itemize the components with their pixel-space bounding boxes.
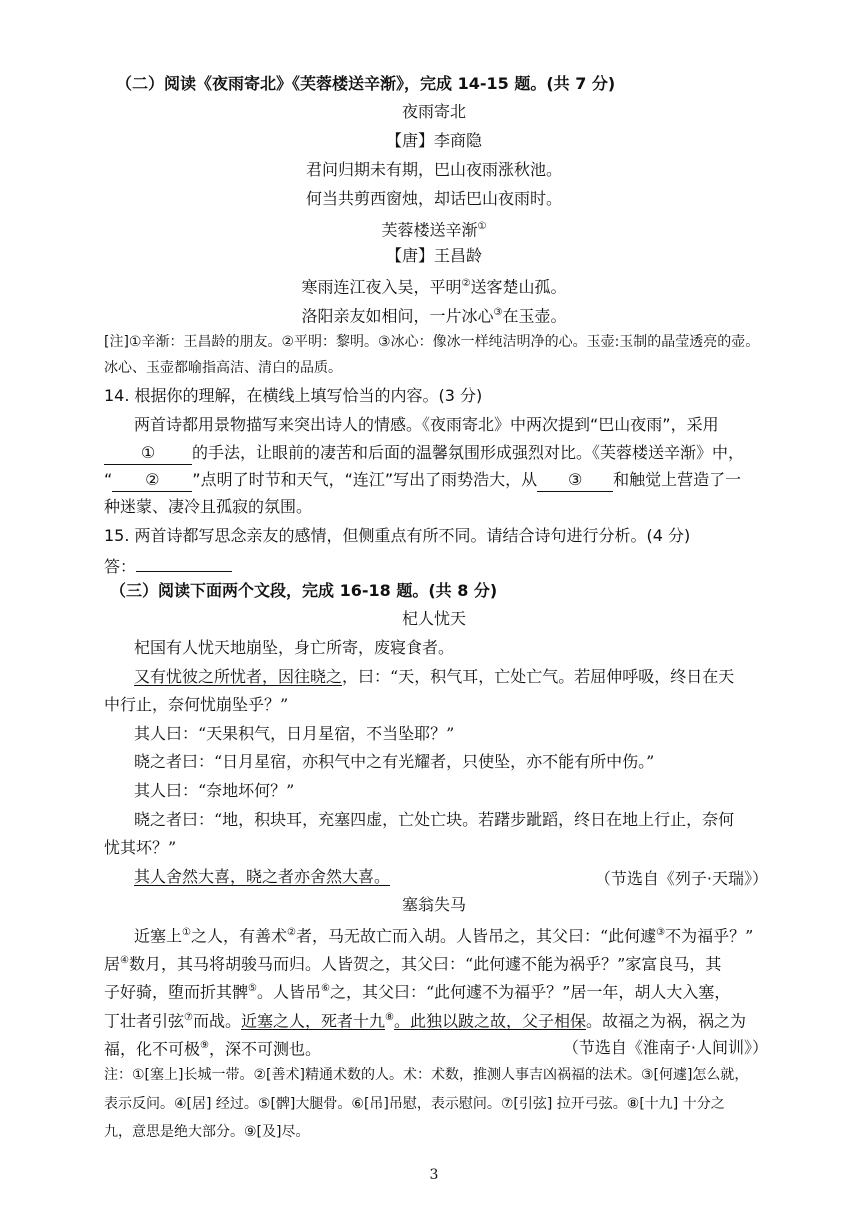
t2-l5a: 福，化不可极: [104, 1039, 201, 1059]
poem2-line2: [0, 302, 868, 327]
poem2-title-text: 芙蓉楼送辛渐: [381, 220, 478, 240]
answer-blank-2[interactable]: ②: [112, 469, 192, 492]
poem2-line1-a: 寒雨连江夜入吴，平明: [301, 277, 462, 297]
text2-note-line1: 注：①[塞上]长城一带。②[善术]精通术数的人。术：术数，推测人事吉凶祸福的法术。③[何遽]怎么就，: [104, 1067, 749, 1083]
text2-line4: [104, 1007, 746, 1032]
question-14-p5: 种迷蒙、凄冷且孤寂的氛围。: [104, 497, 313, 516]
section3-heading: （三）阅读下面两个文段，完成 16-18 题。(共 8 分): [110, 581, 498, 600]
poem-note-line1: [注]①辛渐：王昌龄的朋友。②平明：黎明。③冰心：像冰一样纯洁明净的心。玉壶:玉制的晶莹透亮的壶。: [104, 334, 760, 350]
footnote-mark: ⑨: [200, 1040, 209, 1051]
footnote-mark: ⑧: [385, 1012, 394, 1023]
poem2-line2-b: 在玉壶。: [502, 306, 567, 326]
t2-l1a: 近塞上: [134, 926, 183, 946]
t2-l4b: 而战。: [192, 1011, 241, 1031]
text2-source: （节选自《淮南子·人间训》）: [562, 1038, 768, 1057]
text1-line2-rest: ，曰：“天，积气耳，亡处亡气。若屈伸呼吸，终日在天: [342, 667, 735, 686]
text1-line4: 其人曰：“天果积气，日月星宿，不当坠耶？”: [134, 724, 455, 743]
footnote-mark: ①: [182, 927, 191, 938]
answer-label: 答：: [104, 557, 137, 576]
poem1-line2: 何当共剪西窗烛，却话巴山夜雨时。: [305, 189, 562, 208]
text1-underlined-1: 又有忧彼之所忧者，因往晓之: [134, 667, 343, 686]
question-15-stem: 15. 两首诗都写思念亲友的感情，但侧重点有所不同。请结合诗句进行分析。(4 分): [104, 526, 691, 545]
text1-line6: 其人曰：“奈地坏何？”: [134, 781, 295, 800]
footnote-mark: ⑤: [248, 983, 257, 994]
poem1-author: 【唐】李商隐: [385, 131, 482, 150]
text1-source: （节选自《列子·天瑞》）: [594, 869, 768, 888]
t2-l3c: 之，其父曰：“此何遽不为福乎？”居一年，胡人大入塞，: [329, 982, 731, 1002]
footnote-mark: ①: [477, 221, 487, 232]
open-quote: “: [104, 470, 113, 489]
text2-underlined-2: 。此独以跛之故，父子相保: [393, 1011, 586, 1031]
t2-l2a: 居: [104, 954, 121, 974]
question-14-p2: [104, 442, 744, 465]
text1-line8: 忧其坏？”: [104, 838, 177, 857]
answer-line[interactable]: [136, 553, 232, 572]
t2-l3a: 子好骑，堕而折其髀: [104, 982, 249, 1002]
footnote-mark: ⑦: [184, 1012, 193, 1023]
footnote-mark: ③: [656, 927, 666, 938]
t2-l1b: 之人，有善术: [190, 926, 287, 946]
text2-underlined-1: 近塞之人，死者十九: [241, 1011, 386, 1031]
question-15-answer: [104, 553, 232, 578]
text1-line9: [134, 866, 390, 888]
text1-line3: 中行止，奈何忧崩坠乎？”: [104, 695, 289, 714]
text2-line2: [104, 950, 721, 975]
answer-blank-3[interactable]: ③: [537, 469, 613, 492]
t2-l1c: 者，马无故亡而入胡。人皆吊之，其父曰：“此何遽: [295, 926, 657, 946]
answer-blank-1[interactable]: ①: [104, 442, 192, 465]
question-14-p1: 两首诗都用景物描写来突出诗人的情感。《夜雨寄北》中两次提到“巴山夜雨”，采用: [134, 415, 719, 434]
poem-note-line2: 冰心、玉壶都喻指高洁、清白的品质。: [104, 360, 342, 376]
poem2-line1: [0, 273, 868, 298]
question-14-p3-text: ”点明了时节和天气，“连江”写出了雨势浩大，从: [192, 470, 538, 489]
t2-l4c: 。故福之为祸，祸之为: [586, 1011, 747, 1031]
t2-l3b: 。人皆吊: [256, 982, 321, 1002]
poem2-line1-b: 送客楚山孤。: [470, 277, 567, 297]
t2-l1d: 不为福乎？”: [665, 926, 754, 946]
poem2-title: [0, 216, 868, 241]
poem2-author: 【唐】王昌龄: [385, 246, 482, 265]
text2-line1: [134, 922, 753, 947]
footnote-mark: ⑥: [321, 983, 330, 994]
question-14-p2-text: 的手法，让眼前的凄苦和后面的温馨氛围形成强烈对比。《芙蓉楼送辛渐》中，: [192, 443, 745, 462]
text1-underlined-2: 其人舍然大喜，晓之者亦舍然大喜。: [134, 867, 391, 886]
question-14-p4-text: 和触觉上营造了一: [613, 470, 742, 489]
poem1-line1: 君问归期未有期，巴山夜雨涨秋池。: [305, 160, 562, 179]
t2-l2b: 数月，其马将胡骏马而归。人皆贺之，其父曰：“此何遽不能为祸乎？”家富良马，其: [128, 954, 722, 974]
t2-l5b: ，深不可测也。: [208, 1039, 321, 1059]
poem2-line2-a: 洛阳亲友如相问，一片冰心: [301, 306, 494, 326]
section2-heading: （二）阅读《夜雨寄北》《芙蓉楼送辛渐》，完成 14-15 题。(共 7 分): [116, 74, 616, 93]
text2-title: 塞翁失马: [401, 895, 466, 914]
text1-line1: 杞国有人忧天地崩坠，身亡所寄，废寝食者。: [134, 638, 455, 657]
text2-line3: [104, 978, 730, 1003]
question-14-stem: 14. 根据你的理解，在横线上填写恰当的内容。(3 分): [104, 386, 483, 405]
text1-line7: 晓之者曰：“地，积块耳，充塞四虚，亡处亡块。若躇步跐蹈，终日在地上行止，奈何: [134, 810, 735, 829]
t2-l4a: 丁壮者引弦: [104, 1011, 185, 1031]
text2-note-line3: 九，意思是绝大部分。⑨[及]尽。: [104, 1124, 310, 1140]
text1-line5: 晓之者曰：“日月星宿，亦积气中之有光耀者，只使坠，亦不能有所中伤。”: [134, 752, 655, 771]
footnote-mark: ②: [287, 927, 296, 938]
question-14-p3: [104, 469, 741, 492]
footnote-mark: ②: [461, 278, 471, 289]
text2-line5: [104, 1035, 321, 1060]
footnote-mark: ③: [493, 307, 503, 318]
poem1-title: 夜雨寄北: [401, 102, 466, 121]
text1-line2: [134, 666, 734, 688]
page-number: 3: [429, 1167, 439, 1183]
text1-title: 杞人忧天: [401, 609, 466, 628]
footnote-mark: ④: [120, 955, 129, 966]
text2-note-line2: 表示反问。④[居] 经过。⑤[髀]大腿骨。⑥[吊]吊慰，表示慰问。⑦[引弦] 拉开弓弦。⑧[十九] 十分之: [104, 1096, 725, 1112]
